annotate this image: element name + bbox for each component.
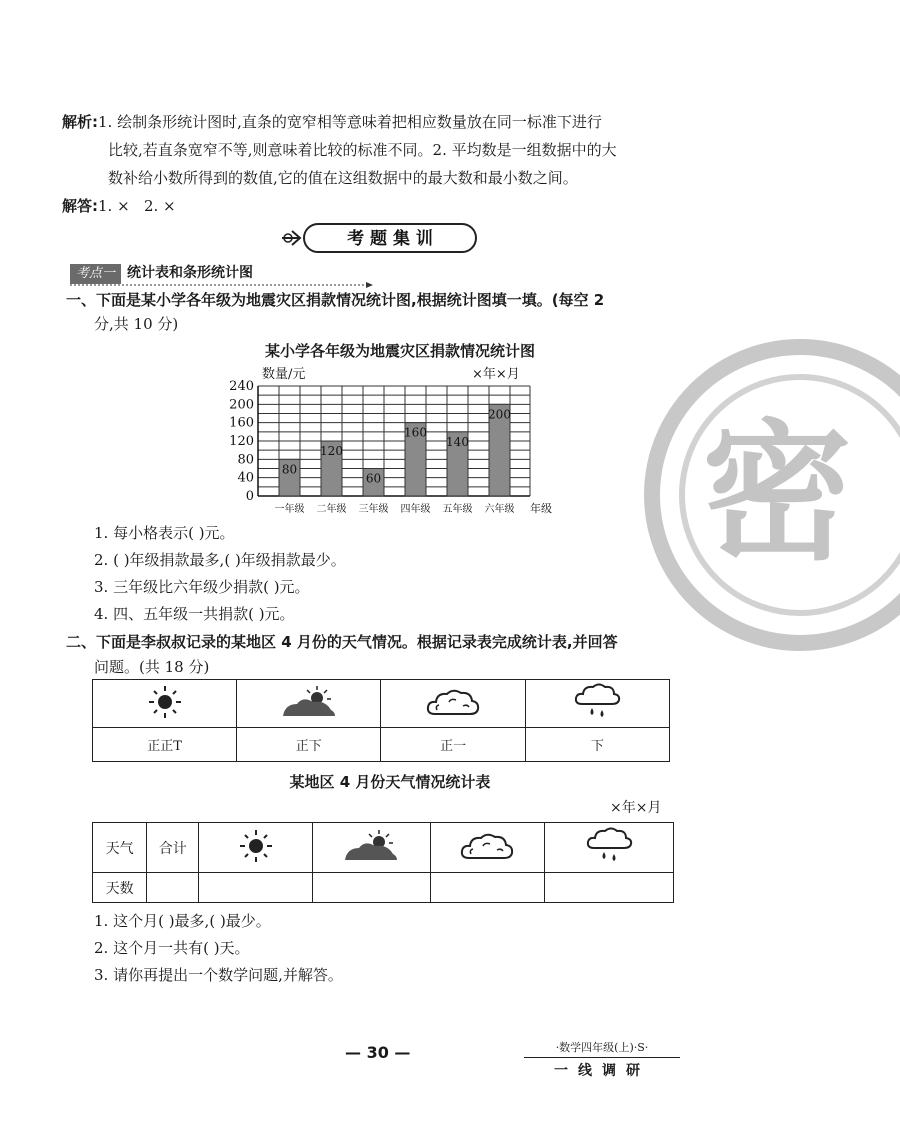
- stat-row2-label: 天数: [93, 873, 147, 903]
- answer-text: 1. × 2. ×: [98, 197, 176, 215]
- chart-y-tick-label: 40: [237, 470, 254, 486]
- chart-y-tick-label: 200: [229, 397, 254, 413]
- stat-table-date: ×年×月: [610, 800, 662, 816]
- exam-training-banner: [278, 222, 478, 254]
- record-icon-row: [93, 680, 670, 728]
- answer-label: 解答:: [62, 197, 98, 215]
- cloud-icon: [457, 828, 517, 864]
- chart-title: 某小学各年级为地震灾区捐款情况统计图: [264, 342, 535, 360]
- tally-partly-cloudy: 正下: [237, 728, 381, 762]
- stat-rain-blank[interactable]: [544, 873, 673, 903]
- chart-y-tick-label: 80: [237, 452, 254, 468]
- q2-sub2: 2. 这个月一共有( )天。: [94, 939, 250, 957]
- tally-sun: 正正T: [93, 728, 237, 762]
- q1-heading-line2: 分,共 10 分): [94, 315, 179, 333]
- weather-record-table: [92, 679, 670, 762]
- record-cell-cloudy: [381, 680, 525, 728]
- chart-x-tick-label: 五年级: [442, 504, 473, 515]
- chart-x-tick-label: 六年级: [484, 504, 515, 515]
- chart-data-label: 120: [320, 444, 343, 458]
- stat-cell-cloudy: [430, 823, 544, 873]
- chart-data-label: 140: [446, 434, 469, 449]
- q1-sub1: 1. 每小格表示( )元。: [94, 524, 235, 542]
- footer-book-info: [524, 1039, 680, 1080]
- stat-row1-label: 天气: [93, 823, 147, 873]
- chart-x-tick-label: 三年级: [358, 504, 389, 515]
- stat-sun-blank[interactable]: [199, 873, 312, 903]
- record-cell-rain: [525, 680, 669, 728]
- stat-total-header: 合计: [147, 823, 199, 873]
- chart-data-label: 80: [281, 462, 298, 477]
- chart-y-tick-label: 240: [229, 379, 254, 394]
- stat-cell-partly-cloudy: [312, 823, 430, 873]
- chart-data-label: 160: [404, 425, 427, 440]
- chart-x-tick-label: 一年级: [274, 504, 305, 515]
- stat-days-row: [93, 873, 674, 903]
- q2-sub1: 1. 这个月( )最多,( )最少。: [94, 912, 271, 930]
- chart-y-tick-label: 160: [229, 415, 254, 431]
- chart-y-tick-label: 120: [229, 434, 254, 449]
- analysis-line-2: 比较,若直条宽窄不等,则意味着比较的标准不同。2. 平均数是一组数据中的大: [108, 141, 617, 159]
- analysis-line-3: 数补给小数所得到的数值,它的值在这组数据中的最大数和最小数之间。: [108, 169, 578, 187]
- chart-date-note: ×年×月: [472, 367, 520, 382]
- stat-cell-sun: [199, 823, 312, 873]
- q2-sub3: 3. 请你再提出一个数学问题,并解答。: [94, 966, 343, 984]
- stat-weather-row: [93, 823, 674, 873]
- q1-sub2: 2. ( )年级捐款最多,( )年级捐款最少。: [94, 551, 346, 569]
- seal-character: 密: [702, 407, 853, 581]
- section-tag-box: 考点一: [70, 264, 121, 284]
- partly-cloudy-icon: [341, 828, 401, 864]
- q1-sub4: 4. 四、五年级一共捐款( )元。: [94, 605, 295, 623]
- tally-cloudy: 正一: [381, 728, 525, 762]
- banner-text: 考 题 集 训: [347, 229, 433, 249]
- secret-seal-watermark: [640, 330, 900, 660]
- chart-x-tick-label: 二年级: [316, 504, 347, 515]
- q1-sub3: 3. 三年级比六年级少捐款( )元。: [94, 578, 310, 596]
- q2-heading-line1: 二、下面是李叔叔记录的某地区 4 月份的天气情况。根据记录表完成统计表,并回答: [66, 633, 618, 651]
- rain-icon: [572, 682, 622, 722]
- section-tag: [70, 262, 253, 282]
- analysis-block: [62, 108, 702, 220]
- chart-y-tick-label: 0: [245, 489, 254, 504]
- tally-rain: 下: [525, 728, 669, 762]
- section-tag-title: 统计表和条形统计图: [127, 265, 254, 281]
- page-number: — 30 —: [345, 1043, 411, 1062]
- stat-partly-cloudy-blank[interactable]: [312, 873, 430, 903]
- footer-series: 一线调研: [554, 1063, 650, 1079]
- stat-cell-rain: [544, 823, 673, 873]
- record-cell-sun: [93, 680, 237, 728]
- record-tally-row: [93, 728, 670, 762]
- donation-bar-chart: [200, 362, 570, 522]
- chart-data-label: 60: [365, 471, 382, 486]
- q1-heading-line1: 一、下面是某小学各年级为地震灾区捐款情况统计图,根据统计图填一填。(每空 2: [66, 291, 605, 309]
- chart-y-axis-label: 数量/元: [262, 367, 306, 382]
- sun-icon: [145, 684, 185, 720]
- rain-icon: [584, 826, 634, 866]
- stat-table-title: 某地区 4 月份天气情况统计表: [289, 773, 491, 791]
- chart-x-tick-label: 四年级: [400, 504, 431, 515]
- q2-heading-line2: 问题。(共 18 分): [94, 658, 210, 676]
- analysis-line-1: 1. 绘制条形统计图时,直条的宽窄相等意味着把相应数量放在同一标准下进行: [98, 113, 602, 131]
- analysis-label: 解析:: [62, 113, 98, 131]
- weather-stat-table: [92, 822, 674, 903]
- stat-cloudy-blank[interactable]: [430, 873, 544, 903]
- cloud-icon: [423, 684, 483, 720]
- chart-data-label: 200: [488, 407, 511, 422]
- record-cell-partly-cloudy: [237, 680, 381, 728]
- chart-x-axis-label: 年级: [530, 502, 552, 515]
- footer-divider: [524, 1057, 680, 1058]
- partly-cloudy-icon: [279, 684, 339, 720]
- sun-icon: [236, 828, 276, 864]
- footer-book-title: ·数学四年级(上)·S·: [555, 1041, 649, 1054]
- stat-total-blank[interactable]: [147, 873, 199, 903]
- section-underline: [70, 282, 375, 288]
